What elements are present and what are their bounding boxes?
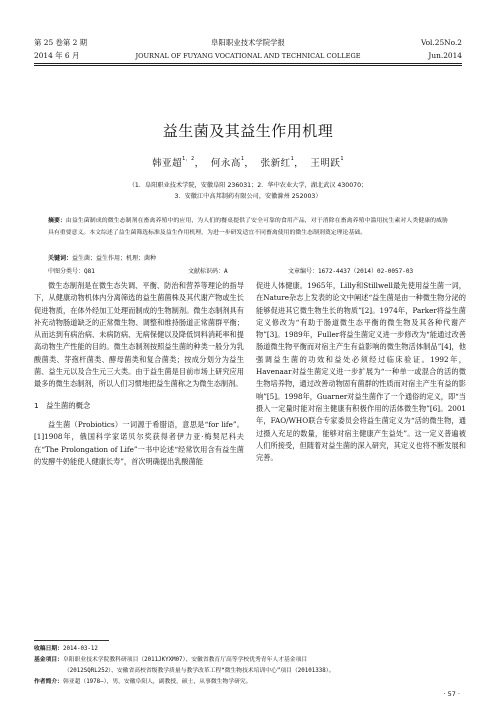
- header-volume-en: Vol.25No.2: [420, 38, 462, 47]
- header-journal-cn: 阜阳职业技术学院学报: [211, 38, 285, 47]
- footnote-rule: [34, 640, 109, 641]
- author-list: 韩亚超$^{1,2}$， 何永高$^1$， 张新红$^1$， 王明跃$^1$: [152, 156, 344, 169]
- keywords-label: 关键词：: [48, 255, 73, 262]
- paragraph: 益生菌（Probiotics）一词源于希腊语，意思是“for life”。[1]1908年，俄国科学家诺贝尔奖获得者伊力亚·梅契尼科夫在“The Prolongation of Life”一书中论述“经常饮用含有益生菌的发酵牛奶能使人健康长寿”，首次明确提出乳酸菌能: [34, 419, 244, 466]
- received-date: 2014-03-12: [63, 646, 98, 652]
- keywords: [48, 253, 156, 262]
- clc-number: 中图分类号：Q81: [48, 268, 95, 275]
- footnote-author: [34, 677, 414, 688]
- fund-label: 基金项目：: [34, 657, 63, 663]
- header-date-en: Jun.2014: [428, 51, 462, 60]
- document-code: 文献标识码：A: [188, 268, 228, 275]
- author-bio-label: 作者简介：: [34, 679, 63, 685]
- article-title: 益生菌及其益生作用机理: [162, 122, 334, 140]
- received-label: 收稿日期：: [34, 646, 63, 652]
- author-name: 王明跃: [310, 158, 341, 169]
- header-date-cn: 2014 年 6 月: [34, 51, 80, 60]
- header-rule: [34, 63, 462, 64]
- author-affil-mark: 1: [290, 156, 295, 162]
- author-name: 何永高: [210, 158, 241, 169]
- footnote-fund-cont: （2012SQRL252）、安徽省高校省级教学质量与教学改革工程“微生物技术培训中心”项目（20101338）。: [64, 668, 335, 674]
- abstract-text: 由益生菌制成的微生态制剂在畜禽养殖中的应用，为人们的餐桌提供了安全可靠的食用产品，对于消除在畜禽养殖中滥用抗生素对人类健康的威胁具有重要意义。本文综述了益生菌筛选标准及益生作用机理，为进一步研发适宜不同畜禽使用的微生态制剂奠定理论基础。: [48, 218, 449, 236]
- author-affil-mark: 1: [240, 156, 245, 162]
- affiliation-line-1: （1．阜阳职业技术学院，安徽阜阳 236031；2．华中农业大学，湖北武汉 430070；: [128, 182, 368, 189]
- section-heading: 1 益生菌的概念: [34, 400, 91, 410]
- author-name: 张新红: [260, 158, 291, 169]
- body-right-column: [256, 280, 466, 464]
- fund-text: 阜阳职业技术学院教科研项目（2011JKYXM07）、安徽省教育厅高等学校优秀青年人才基金项目: [63, 657, 308, 663]
- header-rule-2: [34, 65, 462, 66]
- author-bio-text: 韩亚超（1978—），男，安徽阜阳人，副教授，硕士，从事微生物学研究。: [63, 679, 252, 685]
- author-name: 韩亚超: [152, 158, 183, 169]
- body-left-column: [34, 280, 244, 468]
- author-affil-mark: 1: [340, 156, 344, 162]
- article-number: 文章编号：1672-4437（2014）02-0057-03: [288, 268, 414, 275]
- paragraph: 微生态制剂是在微生态失调、平衡、防治和营养等理论的指导下，从健康动物机体内分离筛选的益生菌菌株及其代谢产物或生长促进物质，在体外经加工处理而制成的生物制剂。微生态制剂具有补充动物肠道缺乏的正常微生物、调整和维持肠道正常菌群平衡；从而达到有病治病、未病防病、无病保健以及降低饲料消耗率和提高动物生产性能的目的。微生态制剂按照益生菌的种类一般分为乳酸菌类、芽孢杆菌类、酵母菌类和复合菌类；按成分划分为益生菌、益生元以及合生元三大类。由于益生菌是目前市场上研究应用最多的微生态制剂，所以人们习惯地把益生菌称之为微生态制剂。: [34, 281, 244, 389]
- footnote-fund: [34, 655, 464, 666]
- header-volume-cn: 第 25 卷第 2 期: [34, 38, 88, 47]
- abstract: [48, 215, 448, 239]
- header-journal-en: JOURNAL OF FUYANG VOCATIONAL AND TECHNICAL COLLEGE: [135, 52, 361, 60]
- author-affil-mark: 1，2: [182, 156, 195, 162]
- affiliation-line-2: 3．安徽江中高邦制药有限公司，安徽滁州 252003）: [174, 193, 322, 200]
- paragraph: 促进人体健康。1965年，Lilly和Stillwell最先使用益生菌一词，在Nature杂志上发表的论文中阐述“益生菌是由一种微生物分泌的能够促进其它微生物生长的物质”[2]。1974年，Parker将益生菌定义修改为“有助于肠道微生态平衡的微生物及其各种代谢产物”[3]。1989年，Fuller将益生菌定义进一步修改为“能通过改善肠道微生物平衡而对宿主产生有益影响的微生物活体制品”[4]，他强调益生菌的功效和益处必须经过临床验证。1992年，Havenaar对益生菌定义进一步扩展为“一种单一或混合的活的微生物培养物，通过改善动物固有菌群的性质而对宿主产生有益的影响”[5]。1998年，Guarner对益生菌作了一个通俗的定义，即“当摄入一定量时能对宿主健康有积极作用的活体微生物”[6]。2001年，FAO/WHO联合专家委员会将益生菌定义为“活的微生物，通过摄入充足的数量，能够对宿主健康产生益处”。这一定义普遍被人们所接受，但随着对益生菌的深入研究，其定义也将不断发展和完善。: [256, 281, 466, 463]
- footnote-received: [34, 644, 464, 655]
- page-number: · 57 ·: [443, 690, 460, 698]
- abstract-label: 摘要：: [48, 218, 66, 224]
- keywords-text: 益生菌；益生作用；机理；菌种: [72, 255, 157, 262]
